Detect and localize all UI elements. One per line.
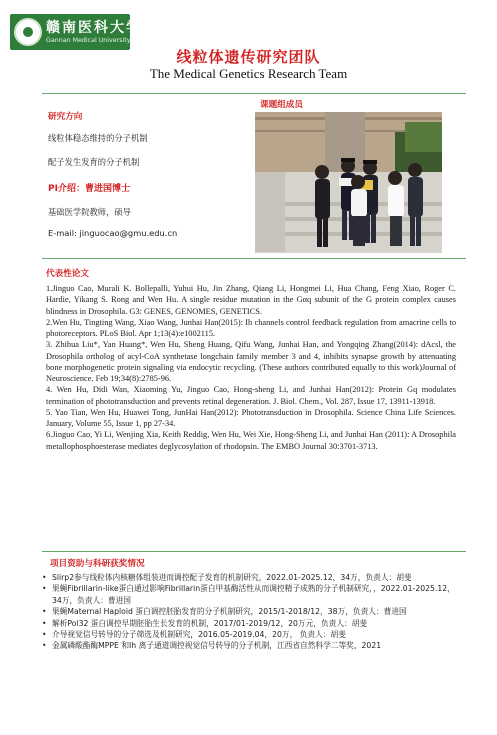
header-divider bbox=[42, 93, 466, 94]
university-emblem-icon bbox=[14, 18, 42, 46]
paper-item: 1.Jinguo Cao, Murali K. Bollepalli, Yuhui Hu, Jin Zhang, Qiang Li, Hongmei Li, Hua Chang, Feng Xiao, Roger C. Hardie, Yikang S. Rong and Wen Hu. A single residue mutation in the Gαq subunit of the G protein complex causes blindness in Drosophila. G3: GENES, GENOMES, GENETICS. bbox=[46, 284, 456, 316]
paper-item: 2.Wen Hu, Tingting Wang, Xiao Wang, Junhai Han(2015): Ih channels control feedback regulation from amacrine cells to photoreceptors. PLoS Biol. Apr 1;13(4):e1002115. bbox=[46, 317, 456, 338]
funding-item: • 解析Pol32 蛋白调控早期胚胎生长发育的机制，2017/01-2019/12，20万元，负责人：胡斐 bbox=[40, 618, 460, 629]
funding-item: • Slirp2参与线粒体内核糖体组装进而调控配子发育的机制研究，2022.01-2025.12，34万，负责人：胡斐 bbox=[40, 572, 460, 583]
research-item: 配子发生发育的分子机制 bbox=[48, 157, 140, 167]
funding-item: • 介导视觉信号转导的分子筛选及机制研究，2016.05-2019.04，20万， 负责人：胡斐 bbox=[40, 629, 460, 640]
logo-english-name: Gannan Medical University bbox=[46, 37, 131, 44]
research-heading: 研究方向 bbox=[48, 112, 83, 122]
team-photo bbox=[255, 112, 442, 253]
pi-heading: PI介绍：曹进国博士 bbox=[48, 184, 130, 194]
funding-item: • 果蝇Fibrillarin-like蛋白通过影响Fibrillarin蛋白甲基酶活性从而调控精子成熟的分子机制研究，，2022.01-2025.12，34万，负责人：曹进国 bbox=[40, 583, 460, 606]
pi-role: 基础医学院教师，硕导 bbox=[48, 207, 131, 217]
paper-item: 6.Jinguo Cao, Yi Li, Wenjing Xia, Keith Reddig, Wen Hu, Wei Xie, Hong-Sheng Li, and Junhai Han (2011): A Drosophila metallophosphoesterase mediates deglycosylation of rhodopsin. The EMBO Journal 30:3701-3713. bbox=[46, 430, 456, 451]
section-divider bbox=[42, 551, 466, 552]
paper-item: 3. Zhihua Liu*, Yan Huang*, Wen Hu, Sheng Huang, Qifu Wang, Junhai Han, and Yongqing Zhang(2014): dAcsl, the Drosophila ortholog of acyl-CoA synthetase longchain family member 3 and 4, inhibits synapse growth by attenuating bone morphogenetic protein signaling via endocytic recycling. (These authors contributed equally to this work)Journal of Neuroscience. Feb 19;34(8):2785-96. bbox=[46, 340, 456, 383]
paper-item: 5. Yao Tian, Wen Hu, Huawei Tong, JunHai Han(2012): Phototransduction in Drosophila. Science China Life Sciences. January, Volume 55, Issue 1, pp 27-34. bbox=[46, 407, 456, 428]
funding-list bbox=[40, 572, 460, 652]
funding-item: • 果蝇Maternal Haploid 蛋白调控胚胎发育的分子机制研究，2015/1-2018/12，38万，负责人：曹进国 bbox=[40, 606, 460, 617]
logo-chinese-name: 赣南医科大学 bbox=[46, 20, 142, 36]
page-title-en: The Medical Genetics Research Team bbox=[149, 66, 348, 81]
paper-item: 4. Wen Hu, Didi Wan, Xiaoming Yu, Jinguo Cao, Hong-sheng Li, and Junhai Han(2012): Protein Gq modulates termination of phototransduction and prevents retinal degeneration. J. Biol. Chem., Vol. 287, Issue 17, 13911-13918. bbox=[46, 385, 456, 406]
funding-item: • 金属磷酸酯酶MPPE 和Ih 离子通道调控视觉信号转导的分子机制，江西省自然科学二等奖，2021 bbox=[40, 640, 460, 651]
team-heading: 课题组成员 bbox=[260, 100, 303, 110]
page-title-cn: 线粒体遗传研究团队 bbox=[176, 48, 321, 66]
team-photo-illustration bbox=[255, 112, 442, 253]
research-item: 线粒体稳态维持的分子机制 bbox=[48, 133, 148, 143]
section-divider bbox=[42, 258, 466, 259]
university-logo bbox=[10, 14, 142, 50]
papers-heading: 代表性论文 bbox=[46, 269, 89, 279]
funding-heading: 项目资助与科研获奖情况 bbox=[50, 559, 145, 569]
pi-email[interactable]: E-mail: jinguocao@gmu.edu.cn bbox=[48, 228, 178, 238]
paper-list bbox=[46, 283, 456, 452]
